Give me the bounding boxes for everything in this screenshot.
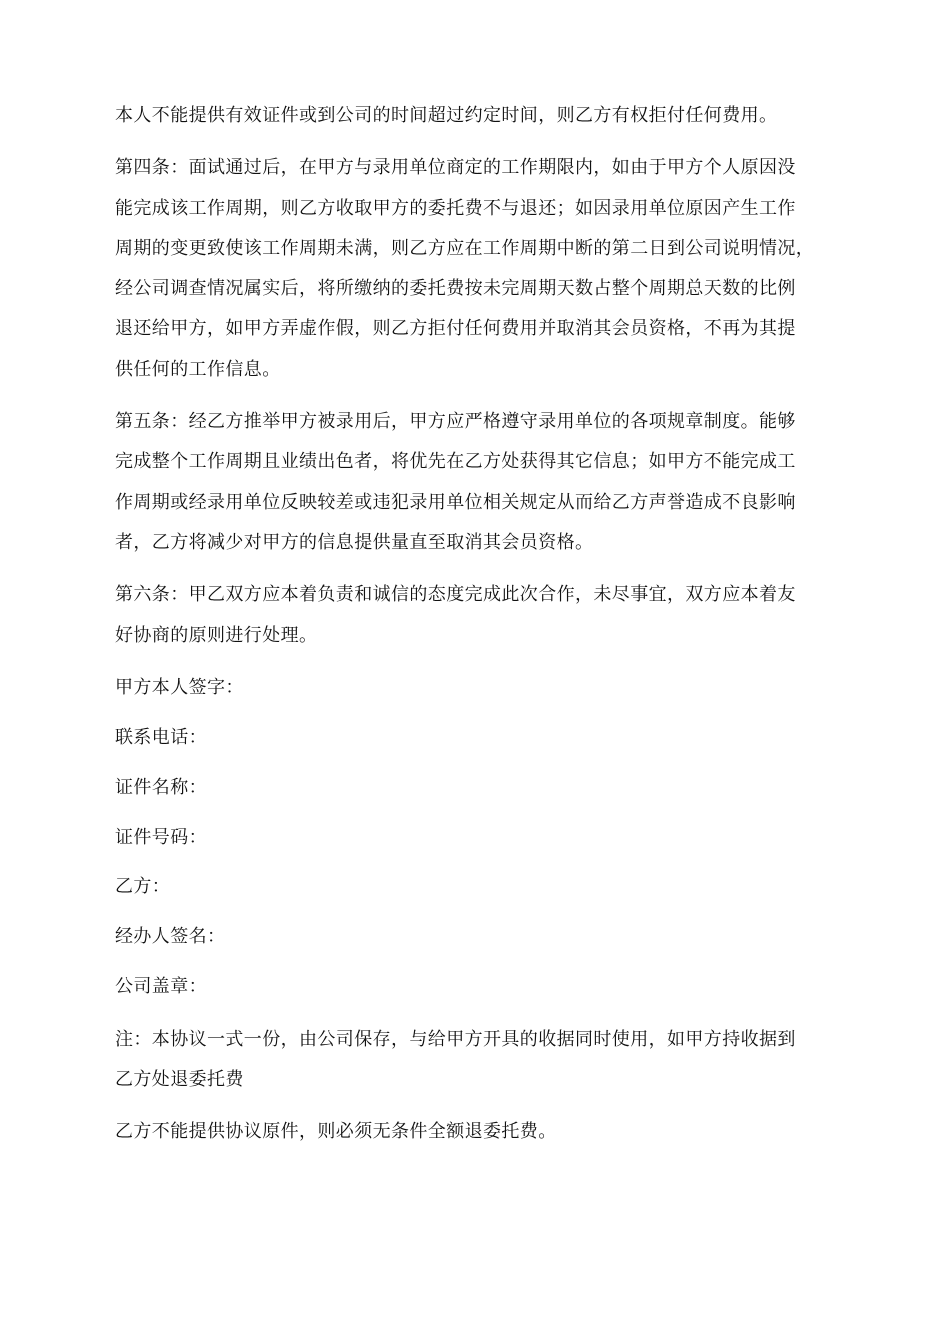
company-seal-label: 公司盖章：	[115, 976, 207, 998]
party-b-label: 乙方：	[115, 876, 171, 898]
signature-block	[115, 668, 843, 1008]
text-line: 乙方处退委托费	[115, 1068, 244, 1090]
final-paragraph	[115, 1112, 843, 1152]
paragraph-article-4	[115, 148, 843, 390]
text-line: 经公司调查情况属实后，将所缴纳的委托费按未完周期天数占整个周期总天数的比例	[115, 278, 796, 300]
text-line: 周期的变更致使该工作周期未满，则乙方应在工作周期中断的第二日到公司说明情况，	[115, 237, 815, 259]
id-number-label: 证件号码：	[115, 826, 207, 848]
text-line: 第五条：经乙方推举甲方被录用后，甲方应严格遵守录用单位的各项规章制度。能够	[115, 411, 796, 433]
paragraph-article-6	[115, 575, 843, 656]
text-line: 第四条：面试通过后，在甲方与录用单位商定的工作期限内，如由于甲方个人原因没	[115, 157, 796, 179]
note-paragraph	[115, 1020, 843, 1101]
contact-phone-label: 联系电话：	[115, 726, 207, 748]
paragraph-gap	[115, 1100, 843, 1112]
text-line: 乙方不能提供协议原件，则必须无条件全额退委托费。	[115, 1121, 557, 1143]
text-line: 作周期或经录用单位反映较差或违犯录用单位相关规定从而给乙方声誉造成不良影响	[115, 491, 796, 513]
document-body	[115, 96, 843, 1152]
paragraph-gap	[115, 390, 843, 402]
paragraph-article-5	[115, 402, 843, 563]
text-line: 注：本协议一式一份，由公司保存，与给甲方开具的收据同时使用，如甲方持收据到	[115, 1028, 796, 1050]
text-line: 第六条：甲乙双方应本着负责和诚信的态度完成此次合作，未尽事宜，双方应本着友	[115, 584, 796, 606]
text-line: 者，乙方将减少对甲方的信息提供量直至取消其会员资格。	[115, 531, 594, 553]
text-line: 能完成该工作周期，则乙方收取甲方的委托费不与退还；如因录用单位原因产生工作	[115, 197, 796, 219]
text-line: 完成整个工作周期且业绩出色者，将优先在乙方处获得其它信息；如甲方不能完成工	[115, 451, 796, 473]
paragraph-continuation	[115, 96, 843, 136]
text-line: 供任何的工作信息。	[115, 358, 281, 380]
text-line: 好协商的原则进行处理。	[115, 624, 318, 646]
text-line: 本人不能提供有效证件或到公司的时间超过约定时间，则乙方有权拒付任何费用。	[115, 105, 778, 126]
handler-signature-label: 经办人签名：	[115, 926, 226, 948]
text-line: 退还给甲方，如甲方弄虚作假，则乙方拒付任何费用并取消其会员资格，不再为其提	[115, 318, 796, 340]
paragraph-gap	[115, 136, 843, 148]
paragraph-gap	[115, 1008, 843, 1020]
paragraph-gap	[115, 656, 843, 668]
party-a-signature-label: 甲方本人签字：	[115, 676, 244, 698]
paragraph-gap	[115, 563, 843, 575]
id-type-label: 证件名称：	[115, 776, 207, 798]
